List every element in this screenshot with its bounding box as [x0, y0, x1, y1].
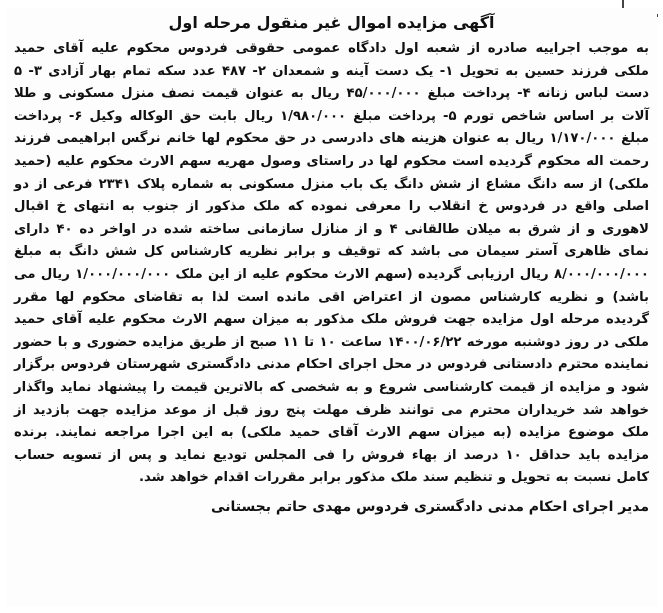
- auction-notice: [6, 8, 657, 607]
- notice-signature: مدیر اجرای احکام مدنی دادگستری فردوس مهدی حاتم بجستانی: [211, 498, 649, 515]
- notice-title: آگهی مزایده اموال غیر منقول مرحله اول: [168, 13, 495, 32]
- notice-body: به موجب اجراییه صادره از شعبه اول دادگاه عمومی حقوقی فردوس محکوم علیه آقای حمید ملکی فرزند حسین به تحویل ۱- یک دست آینه و شمعدان ۲- ۴۸۷ عدد سکه تمام بهار آزادی ۳- ۵ دست لباس زنانه ۴- پرداخت مبلغ ۴۵/۰۰۰/۰۰۰ ریال به عنوان قیمت نصف منزل مسکونی و طلا آلات بر اساس شاخص تورم ۵- پرداخت مبلغ ۱/۹۸۰/۰۰۰ ریال بابت حق الوکاله وکیل ۶- پرداخت مبلغ ۱/۱۷۰/۰۰۰ ریال به عنوان هزینه های دادرسی در حق محکوم لها خانم نرگس ابراهیمی فرزند رحمت اله محکوم گردیده است محکوم لها در راستای وصول مهریه سهم الارث محکوم علیه (حمید ملکی) از سه دانگ مشاع از شش دانگ یک باب منزل مسکونی به شماره پلاک ۲۳۴۱ فرعی از دو اصلی واقع در فردوس خ انقلاب را معرفی نموده که ملک مذکور از جنوب به انتهای خ اقبال لاهوری و از شرق به میلان طالقانی ۴ و از منازل سازمانی ساخته شده در اواخر ده ۴۰ دارای نمای ظاهری آستر سیمان می باشد که توقیف و برابر نظریه کارشناس کل شش دانگ به مبلغ ۸/۰۰۰/۰۰۰/۰۰۰ ریال ارزیابی گردیده (سهم الارث محکوم علیه از این ملک ۱/۰۰۰/۰۰۰/۰۰۰ ریال می باشد) و نظریه کارشناس مصون از اعتراض اقی مانده است لذا به تقاضای محکوم لها مقرر گردیده مرحله اول مزایده جهت فروش ملک مذکور به میزان سهم الارث محکوم علیه آقای حمید ملکی در روز دوشنبه مورخه ۱۴۰۰/۰۶/۲۲ ساعت ۱۰ تا ۱۱ صبح از طریق مزایده حضوری و با حضور نماینده محترم دادستانی فردوس در محل اجرای احکام مدنی دادگستری شهرستان فردوس برگزار شود و مزایده از قیمت کارشناسی شروع و به شخصی که بالاترین قیمت را پیشنهاد نماید واگذار خواهد شد خریداران محترم می توانند ظرف مهلت پنج روز قبل از موعد مزایده جهت بازدید از ملک موضوع مزایده (به میزان سهم الارث آقای حمید ملکی) به این اجرا مراجعه نمایند. برنده مزایده باید حداقل ۱۰ درصد از بهاء فروش را فی المجلس تودیع نماید و پس از تسویه حساب کامل نسبت به تحویل و تنظیم سند ملک مذکور برابر مقررات اقدام خواهد شد.: [14, 41, 650, 486]
